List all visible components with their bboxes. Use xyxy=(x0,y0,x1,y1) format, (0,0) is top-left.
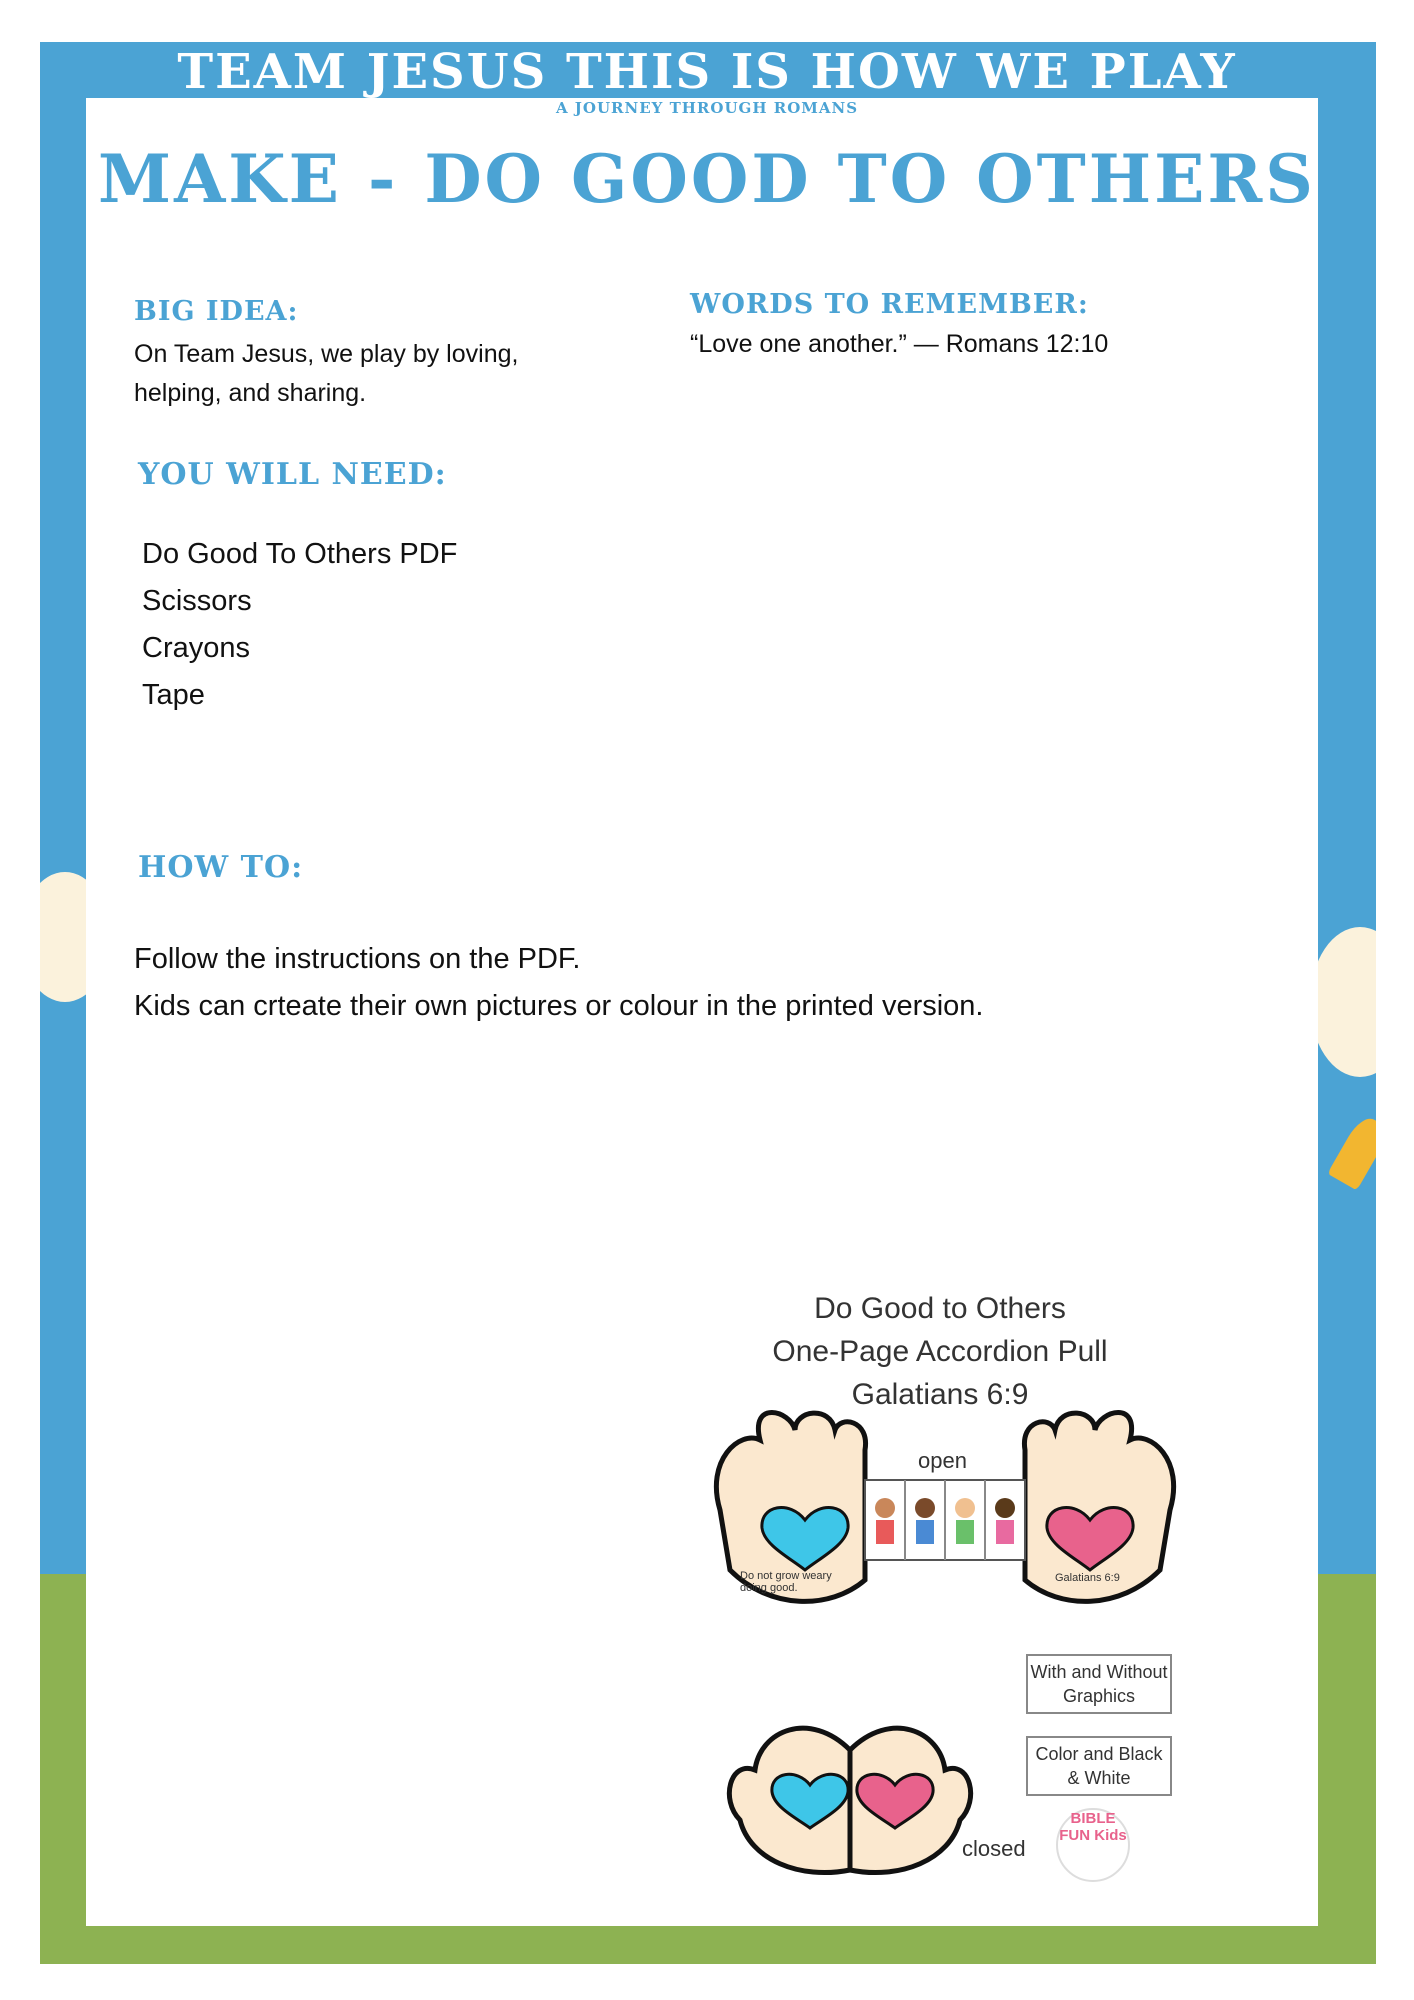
accordion-illustration xyxy=(700,1280,1200,1910)
list-item: Crayons xyxy=(142,632,250,664)
graphics-box: With and Without Graphics xyxy=(1026,1654,1172,1714)
closed-label: closed xyxy=(962,1836,1026,1861)
how-to-line-2: Kids can crteate their own pictures or colour in the printed version. xyxy=(134,990,984,1022)
hand-text-left: Do not grow weary doing good. xyxy=(740,1570,832,1594)
page-title: MAKE - DO GOOD TO OTHERS xyxy=(98,140,1316,218)
bible-fun-logo: BIBLE FUN Kids xyxy=(1056,1808,1130,1882)
hands-drawing xyxy=(700,1280,1200,1910)
list-item: Tape xyxy=(142,679,205,711)
sun-decoration xyxy=(1327,1113,1376,1191)
cloud-right xyxy=(1310,927,1376,1077)
list-item: Do Good To Others PDF xyxy=(142,538,458,570)
big-idea-text: On Team Jesus, we play by loving, helping, and sharing. xyxy=(134,340,519,407)
need-heading: YOU WILL NEED: xyxy=(138,457,447,492)
illustration-title-3: Galatians 6:9 xyxy=(851,1378,1029,1411)
need-list xyxy=(142,531,457,719)
header-title: TEAM JESUS THIS IS HOW WE PLAY xyxy=(177,44,1237,100)
hand-text-right: Galatians 6:9 xyxy=(1055,1572,1120,1584)
how-to-line-1: Follow the instructions on the PDF. xyxy=(134,943,581,975)
open-label: open xyxy=(918,1448,967,1473)
words-text: “Love one another.” — Romans 12:10 xyxy=(690,330,1109,358)
illustration-title-2: One-Page Accordion Pull xyxy=(772,1335,1108,1368)
words-heading: WORDS TO REMEMBER: xyxy=(690,289,1089,320)
how-to-heading: HOW TO: xyxy=(138,850,304,885)
illustration-title-1: Do Good to Others xyxy=(814,1292,1066,1325)
header-subtitle: A JOURNEY THROUGH ROMANS xyxy=(555,99,859,117)
list-item: Scissors xyxy=(142,585,252,617)
color-box: Color and Black & White xyxy=(1026,1736,1172,1796)
big-idea-heading: BIG IDEA: xyxy=(134,296,299,327)
